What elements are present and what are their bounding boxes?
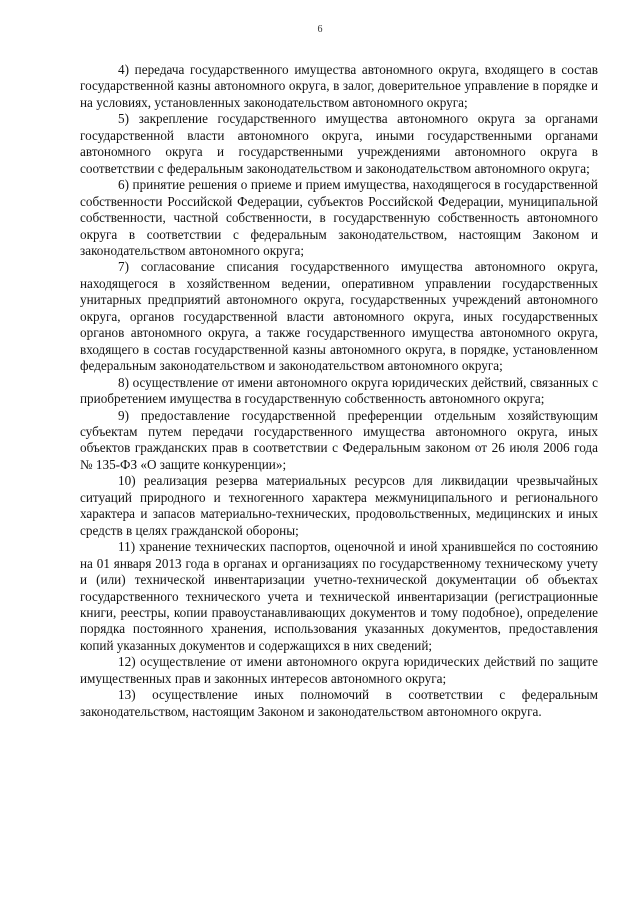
page-number: 6 bbox=[317, 24, 323, 35]
paragraph-item-5: 5) закрепление государственного имущества автономного округа за органами государственной власти автономного округа, иными государственными органами автономного округа и государственными учреждениями автономного округа в соответствии с федеральным законодательством и законодательством автономного округа; bbox=[80, 111, 598, 176]
paragraph-item-8: 8) осуществление от имени автономного округа юридических действий, связанных с приобретением имущества в государственную собственность автономного округа; bbox=[80, 374, 598, 407]
paragraph-item-10: 10) реализация резерва материальных ресурсов для ликвидации чрезвычайных ситуаций природного и техногенного характера межмуниципального и регионального характера и запасов материально-технических, продовольственных, медицинских и иных средств в целях гражданской обороны; bbox=[80, 473, 598, 538]
paragraph-item-9: 9) предоставление государственной преференции отдельным хозяйствующим субъектам путем передачи государственного имущества автономного округа, иных объектов гражданских прав в соответствии с Федеральным законом от 26 июля 2006 года № 135-ФЗ «О защите конкуренции»; bbox=[80, 407, 598, 472]
paragraph-item-7: 7) согласование списания государственного имущества автономного округа, находящегося в хозяйственном ведении, оперативном управлении государственных унитарных предприятий автономного округа, государственных учреждений автономного округа, органов государственной власти автономного округа, иных государственных органов автономного округа, а также государственного имущества автономного округа, входящего в состав государственной казны автономного округа, в порядке, установленном федеральным законодательством и законодательством автономного округа; bbox=[80, 259, 598, 374]
paragraph-item-6: 6) принятие решения о приеме и прием имущества, находящегося в государственной собственности Российской Федерации, субъектов Российской Федерации, муниципальной собственности, частной собственности, в государственную собственность автономного округа в соответствии с федеральным законодательством, настоящим Законом и законодательством автономного округа; bbox=[80, 177, 598, 258]
document-body bbox=[80, 62, 598, 720]
paragraph-item-4: 4) передача государственного имущества автономного округа, входящего в состав государственной казны автономного округа, в залог, доверительное управление в порядке и на условиях, установленных законодательством автономного округа; bbox=[80, 62, 598, 110]
paragraph-item-13: 13) осуществление иных полномочий в соответствии с федеральным законодательством, настоящим Законом и законодательством автономного округа. bbox=[80, 687, 598, 719]
paragraph-item-12: 12) осуществление от имени автономного округа юридических действий по защите имущественных прав и законных интересов автономного округа; bbox=[80, 654, 598, 686]
paragraph-item-11: 11) хранение технических паспортов, оценочной и иной хранившейся по состоянию на 01 января 2013 года в органах и организациях по государственному техническому учету и (или) технической инвентаризации учетно-технической документации об объектах государственного технического учета и технической инвентаризации (регистрационные книги, реестры, копии правоустанавливающих документов и тому подобное), определение порядка постоянного хранения, использования указанных документов, предоставления копий указанных документов и содержащихся в них сведений; bbox=[80, 539, 598, 653]
